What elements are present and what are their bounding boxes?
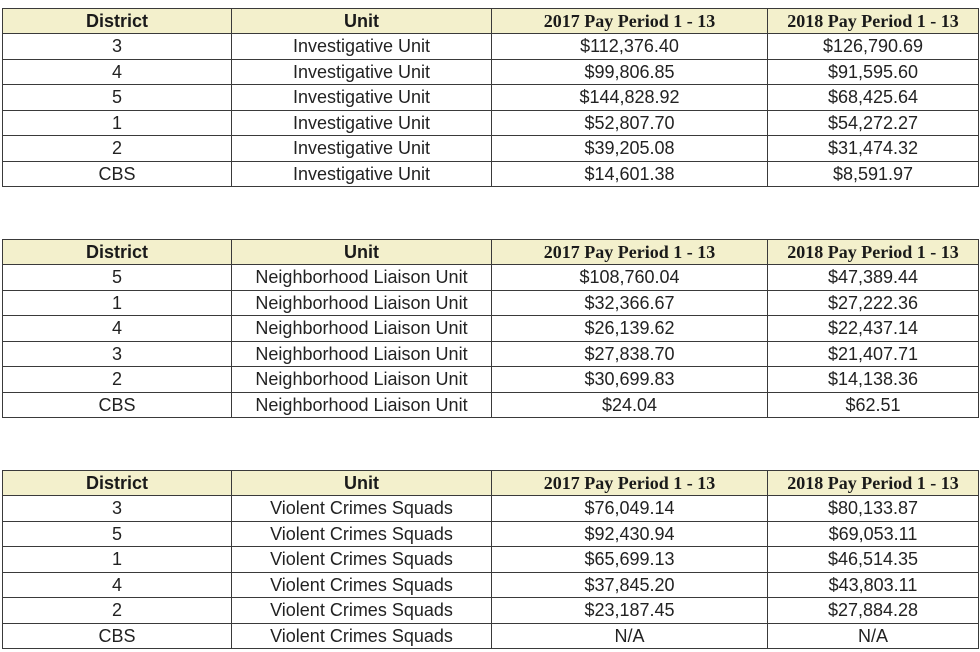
district-cell: 1	[3, 290, 232, 316]
table-row	[3, 85, 979, 111]
unit-cell: Neighborhood Liaison Unit	[232, 290, 492, 316]
pay-2017-cell: $39,205.08	[492, 136, 768, 162]
pay-2018-cell: N/A	[768, 623, 979, 649]
table-row	[3, 367, 979, 393]
table-row	[3, 572, 979, 598]
pay-2017-cell: $24.04	[492, 392, 768, 418]
pay-2018-cell: $91,595.60	[768, 59, 979, 85]
column-header-2018-pay: 2018 Pay Period 1 - 13	[768, 471, 979, 496]
column-header-2017-pay: 2017 Pay Period 1 - 13	[492, 9, 768, 34]
unit-cell: Violent Crimes Squads	[232, 547, 492, 573]
table-row	[3, 496, 979, 522]
unit-cell: Violent Crimes Squads	[232, 623, 492, 649]
pay-2017-cell: $30,699.83	[492, 367, 768, 393]
district-cell: 5	[3, 521, 232, 547]
district-cell: 3	[3, 34, 232, 60]
district-cell: 2	[3, 598, 232, 624]
district-cell: 5	[3, 85, 232, 111]
table-row	[3, 623, 979, 649]
table-row	[3, 34, 979, 60]
district-cell: CBS	[3, 161, 232, 187]
table-row	[3, 547, 979, 573]
unit-cell: Investigative Unit	[232, 34, 492, 60]
table-header-row	[3, 240, 979, 265]
unit-cell: Neighborhood Liaison Unit	[232, 341, 492, 367]
pay-2018-cell: $27,884.28	[768, 598, 979, 624]
column-header-district: District	[3, 471, 232, 496]
unit-cell: Investigative Unit	[232, 136, 492, 162]
table-row	[3, 316, 979, 342]
table-row	[3, 59, 979, 85]
unit-cell: Investigative Unit	[232, 110, 492, 136]
pay-2018-cell: $27,222.36	[768, 290, 979, 316]
district-cell: 4	[3, 572, 232, 598]
district-cell: CBS	[3, 392, 232, 418]
column-header-2018-pay: 2018 Pay Period 1 - 13	[768, 240, 979, 265]
unit-cell: Violent Crimes Squads	[232, 598, 492, 624]
column-header-unit: Unit	[232, 240, 492, 265]
pay-2018-cell: $54,272.27	[768, 110, 979, 136]
pay-2018-cell: $69,053.11	[768, 521, 979, 547]
column-header-district: District	[3, 9, 232, 34]
table-row	[3, 161, 979, 187]
table-row	[3, 392, 979, 418]
district-cell: 5	[3, 265, 232, 291]
column-header-2017-pay: 2017 Pay Period 1 - 13	[492, 240, 768, 265]
district-cell: 3	[3, 341, 232, 367]
pay-2017-cell: $65,699.13	[492, 547, 768, 573]
unit-cell: Neighborhood Liaison Unit	[232, 367, 492, 393]
pay-2017-cell: $99,806.85	[492, 59, 768, 85]
pay-2017-cell: $52,807.70	[492, 110, 768, 136]
investigative-unit-table	[2, 8, 979, 187]
column-header-2018-pay: 2018 Pay Period 1 - 13	[768, 9, 979, 34]
unit-cell: Violent Crimes Squads	[232, 521, 492, 547]
unit-cell: Investigative Unit	[232, 85, 492, 111]
pay-2017-cell: $108,760.04	[492, 265, 768, 291]
unit-cell: Violent Crimes Squads	[232, 496, 492, 522]
table-row	[3, 341, 979, 367]
pay-2017-cell: $92,430.94	[492, 521, 768, 547]
district-cell: 4	[3, 316, 232, 342]
table-header-row	[3, 471, 979, 496]
pay-2017-cell: $76,049.14	[492, 496, 768, 522]
pay-2018-cell: $80,133.87	[768, 496, 979, 522]
pay-2017-cell: N/A	[492, 623, 768, 649]
pay-2017-cell: $144,828.92	[492, 85, 768, 111]
pay-2018-cell: $31,474.32	[768, 136, 979, 162]
district-cell: CBS	[3, 623, 232, 649]
unit-cell: Neighborhood Liaison Unit	[232, 265, 492, 291]
column-header-district: District	[3, 240, 232, 265]
pay-2017-cell: $27,838.70	[492, 341, 768, 367]
neighborhood-liaison-unit-table	[2, 239, 979, 418]
district-cell: 2	[3, 367, 232, 393]
pay-2017-cell: $26,139.62	[492, 316, 768, 342]
table-row	[3, 265, 979, 291]
district-cell: 1	[3, 547, 232, 573]
pay-2017-cell: $14,601.38	[492, 161, 768, 187]
column-header-unit: Unit	[232, 9, 492, 34]
pay-2018-cell: $22,437.14	[768, 316, 979, 342]
pay-2017-cell: $112,376.40	[492, 34, 768, 60]
table-header-row	[3, 9, 979, 34]
column-header-unit: Unit	[232, 471, 492, 496]
pay-2017-cell: $32,366.67	[492, 290, 768, 316]
unit-cell: Violent Crimes Squads	[232, 572, 492, 598]
unit-cell: Neighborhood Liaison Unit	[232, 316, 492, 342]
table-row	[3, 110, 979, 136]
pay-2018-cell: $8,591.97	[768, 161, 979, 187]
pay-2018-cell: $126,790.69	[768, 34, 979, 60]
pay-2017-cell: $37,845.20	[492, 572, 768, 598]
column-header-2017-pay: 2017 Pay Period 1 - 13	[492, 471, 768, 496]
district-cell: 3	[3, 496, 232, 522]
table-row	[3, 136, 979, 162]
table-row	[3, 290, 979, 316]
table-row	[3, 521, 979, 547]
district-cell: 4	[3, 59, 232, 85]
pay-2018-cell: $47,389.44	[768, 265, 979, 291]
unit-cell: Investigative Unit	[232, 59, 492, 85]
district-cell: 2	[3, 136, 232, 162]
pay-2017-cell: $23,187.45	[492, 598, 768, 624]
pay-2018-cell: $46,514.35	[768, 547, 979, 573]
pay-2018-cell: $14,138.36	[768, 367, 979, 393]
district-cell: 1	[3, 110, 232, 136]
unit-cell: Neighborhood Liaison Unit	[232, 392, 492, 418]
violent-crimes-squads-table	[2, 470, 979, 649]
pay-2018-cell: $21,407.71	[768, 341, 979, 367]
pay-2018-cell: $62.51	[768, 392, 979, 418]
table-row	[3, 598, 979, 624]
pay-2018-cell: $43,803.11	[768, 572, 979, 598]
unit-cell: Investigative Unit	[232, 161, 492, 187]
pay-2018-cell: $68,425.64	[768, 85, 979, 111]
